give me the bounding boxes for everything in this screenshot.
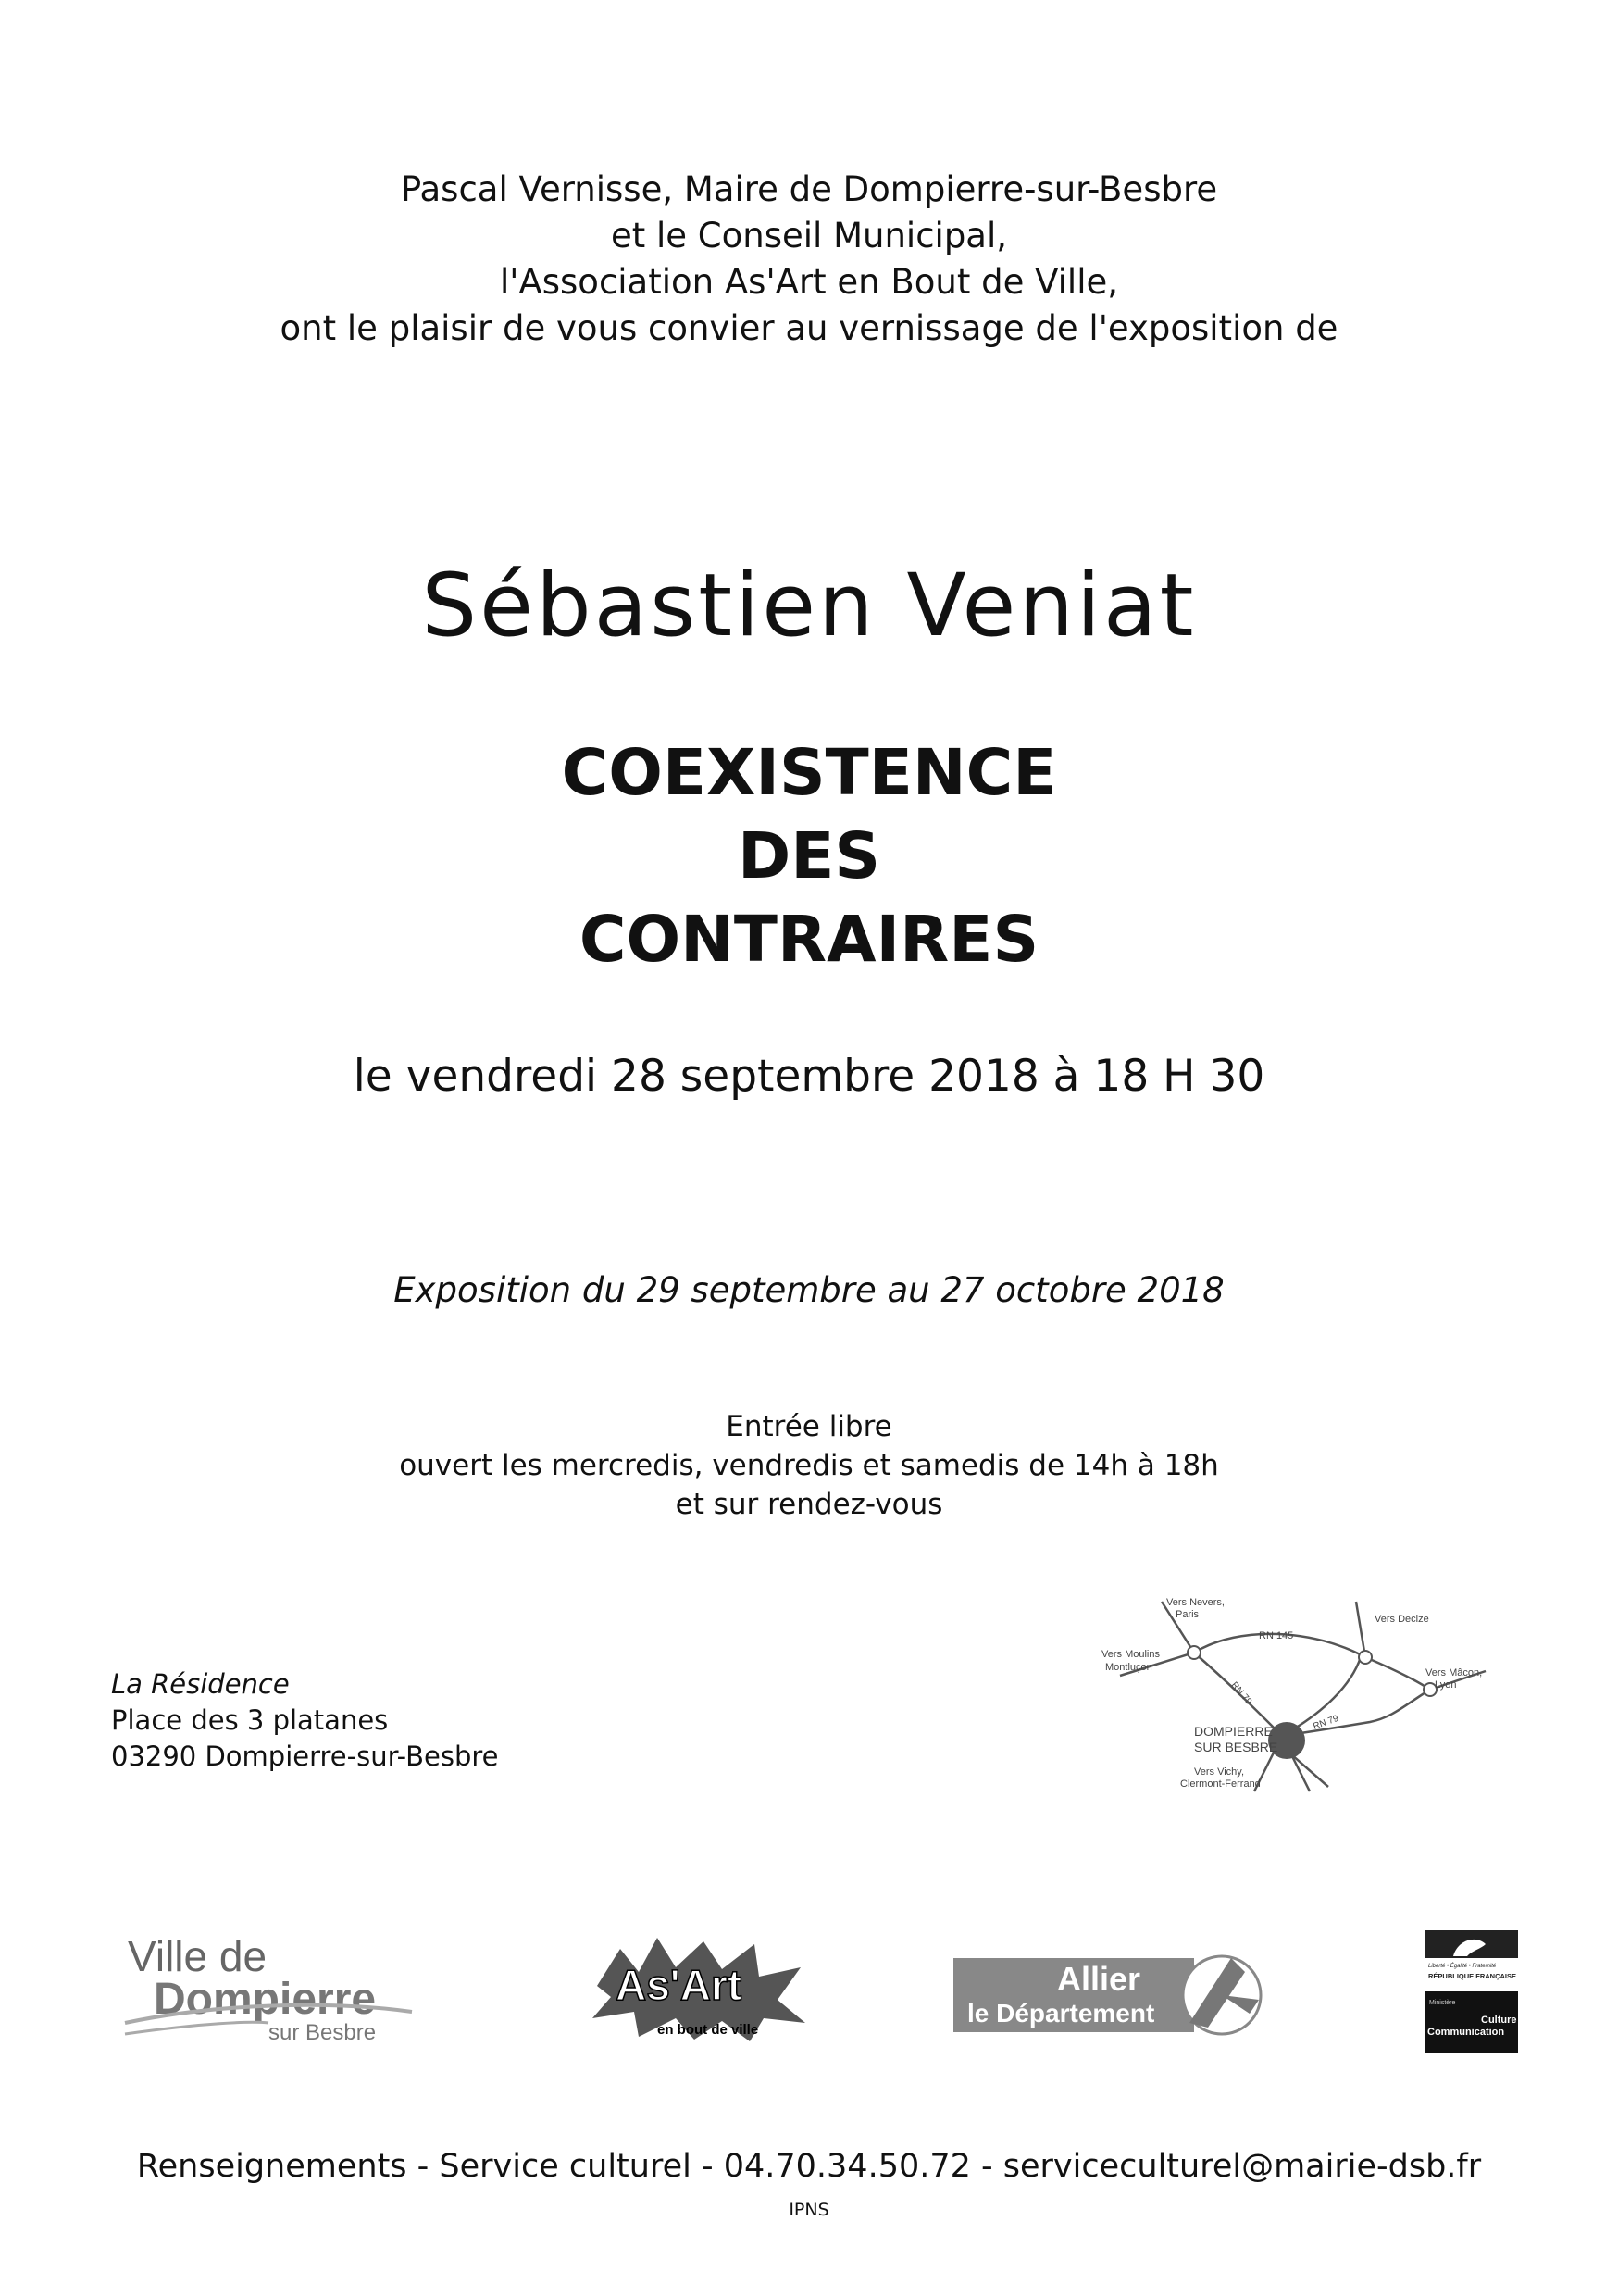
junction-west [1188, 1646, 1201, 1659]
logo-dsb-sub: sur Besbre [268, 2020, 377, 2045]
venue-address [111, 1666, 498, 1775]
entry-info: Entrée libre [726, 1410, 892, 1443]
map-label-decize: Vers Decize [1375, 1614, 1429, 1625]
logo-ville-dompierre [120, 1930, 417, 2051]
map-label-montlucon: Montluçon [1105, 1662, 1152, 1673]
exhibition-dates: Exposition du 29 septembre au 27 octobre 2018 [393, 1270, 1225, 1310]
road-rn79-east [1282, 1690, 1430, 1736]
map-label-town-1: DOMPIERRE [1194, 1724, 1273, 1739]
logo-dsb-swoosh-2 [125, 2022, 268, 2034]
map-label-vichy: Vers Vichy, [1194, 1766, 1245, 1778]
logo-rf-name: RÉPUBLIQUE FRANÇAISE [1428, 1972, 1517, 1980]
venue-name: La Résidence [111, 1668, 290, 1700]
logo-allier-departement [953, 1944, 1273, 2037]
logo-rf-motto: Liberté • Égalité • Fraternité [1428, 1964, 1497, 1969]
intro-line-invitation: ont le plaisir de vous convier au vernissage de l'exposition de [280, 308, 1338, 348]
map-label-lyon: Lyon [1435, 1679, 1457, 1691]
access-map [1101, 1592, 1490, 1842]
road-decize [1356, 1602, 1365, 1657]
logo-allier-sub: le Département [967, 1999, 1155, 2028]
road-south-east [1291, 1754, 1328, 1787]
intro-line-association: l'Association As'Art en Bout de Ville, [499, 262, 1119, 302]
logo-republique-culture [1425, 1930, 1518, 2060]
intro-line-council: et le Conseil Municipal, [610, 216, 1008, 256]
logo-asart-sub: en bout de ville [657, 2022, 759, 2038]
venue-city: 03290 Dompierre-sur-Besbre [111, 1741, 499, 1772]
map-label-clermont: Clermont-Ferrand [1180, 1778, 1261, 1790]
map-label-moulins: Vers Moulins [1101, 1649, 1160, 1660]
logo-rf-culture: Culture [1481, 2015, 1517, 2026]
map-label-macon: Vers Mâcon, [1425, 1667, 1483, 1678]
vernissage-date: le vendredi 28 septembre 2018 à 18 H 30 [353, 1051, 1265, 1102]
visit-info [0, 1407, 1618, 1524]
title-line-1: COEXISTENCE [561, 736, 1057, 810]
road-vichy-east [1291, 1754, 1310, 1791]
venue-street: Place des 3 platanes [111, 1704, 389, 1736]
map-label-town-2: SUR BESBRE [1194, 1740, 1278, 1754]
logo-dsb-name: Dompierre [154, 1975, 377, 2024]
logo-asart-name: As'Art [616, 1961, 742, 2009]
logo-rf-ministere: Ministère [1429, 2000, 1456, 2006]
map-label-rn79-east: RN 79 [1312, 1713, 1340, 1732]
exhibition-title [0, 731, 1618, 981]
map-label-nevers: Vers Nevers, [1166, 1597, 1225, 1608]
title-line-3: CONTRAIRES [579, 903, 1039, 977]
logo-allier-name: Allier [1057, 1960, 1141, 1998]
opening-hours: ouvert les mercredis, vendredis et samedis de 14h à 18h [399, 1449, 1219, 1482]
title-line-2: DES [737, 819, 881, 893]
road-rn145 [1194, 1634, 1430, 1690]
map-label-rn79-west: RN 79 [1228, 1679, 1254, 1707]
appointment-info: et sur rendez-vous [675, 1488, 943, 1521]
junction-north [1359, 1651, 1372, 1664]
logo-rf-communication: Communication [1427, 2027, 1505, 2038]
map-label-paris: Paris [1176, 1609, 1200, 1620]
artist-name: Sébastien Veniat [421, 555, 1197, 656]
ipns-mention: IPNS [789, 2200, 829, 2220]
invitation-intro [0, 167, 1618, 352]
logo-asart [583, 1930, 815, 2046]
intro-line-mayor: Pascal Vernisse, Maire de Dompierre-sur-Besbre [400, 169, 1218, 209]
contact-footer: Renseignements - Service culturel - 04.70.34.50.72 - serviceculturel@mairie-dsb.fr [136, 2148, 1482, 2185]
logo-dsb-ville: Ville de [128, 1932, 268, 1980]
map-label-rn145: RN 145 [1259, 1630, 1294, 1641]
